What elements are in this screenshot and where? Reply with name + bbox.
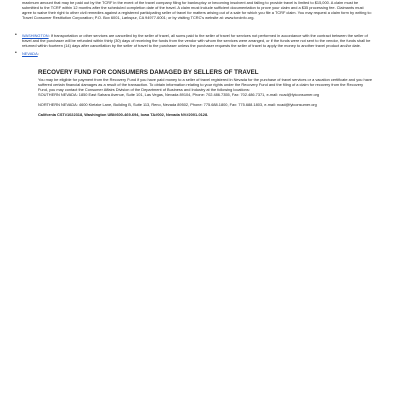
list-item-nevada [10,51,376,56]
registration-numbers: California CST#1022318, Washington UBI#600-469-694, Iowa TA#002, Nevada NV#2001-0128. [38,112,209,118]
nevada-link[interactable]: NEVADA [22,51,38,57]
nevada-colon: : [37,51,39,57]
washington-link[interactable]: WASHINGTON [22,33,49,38]
tcrf-paragraph: maximum amount that may be paid out by the TCRF in the event of the travel company filing for bankruptcy or becoming insolvent and failing to provide travel is limited to $15,000. A claim must be submitted to the TCRF within 12 months after the scheduled completion date of the travel. A claim must include sufficient documentation to prove your claim and a $35 processing fee. Claimants must agree to waive their right to other civil remedies against a registered participating seller of travel for matters arising out of a sale for which you file a TCRF claim. You may request a claim form by writing to: Travel Consumer Restitution Corporation; P.O. Box 6001, Larkspur, CA 94977-6001; or by visiting TCRC's website at: www.tcrcinfo.org. [22,0,372,21]
nevada-heading [22,51,376,56]
northern-nevada-contact: NORTHERN NEVADA: 4600 Kietzke Lane, Building B, Suite 113, Reno, Nevada 89502, Phone: 775.688.1800, Fax: 775.688.1803, e-mail: ncad@fyiconsumer.org [38,102,317,108]
state-disclosures-list [10,33,376,56]
nevada-section [22,68,372,118]
bullet-icon: • [15,32,17,38]
list-item-washington [10,33,376,48]
recovery-fund-body: You may be eligible for payment from the Recovery Fund if you have paid money to a seller of travel registered in Nevada for the purchase of travel services or a vacation certificate and you have suffered certain financial damages as a result of the transaction. To obtain information relating to your rights under the Recovery Fund and the filing of a claim for recovery from the Recovery Fund, you may contact the Consumer Affairs Division of the Department of Business and Industry at the following locations: [38,77,372,93]
nevada-body [38,77,372,118]
southern-nevada-contact: SOUTHERN NEVADA: 1850 East Sahara Avenue, Suite 101, Las Vegas, Nevada 89104, Phone: 702.486.7355, Fax: 702.486.7371, e-mail: ncad@fyiconsumer.org [38,92,320,98]
bullet-icon: • [15,50,17,57]
recovery-fund-title: RECOVERY FUND FOR CONSUMERS DAMAGED BY SELLERS OF TRAVEL [38,69,259,76]
washington-body: : If transportation or other services are cancelled by the seller of travel, all sums paid to the seller of travel for services not performed in accordance with the contract between the seller of travel and the purchaser will be refunded within thirty (30) days of receiving the funds from the vendor with whom the services were arranged, or if the funds were not sent to the vendor, the funds shall be returned within fourteen (14) days after cancellation by the seller of travel to the purchaser unless the purchaser requests the seller of travel to apply the money to another travel product and/or date. [22,33,371,49]
washington-text [22,33,376,48]
